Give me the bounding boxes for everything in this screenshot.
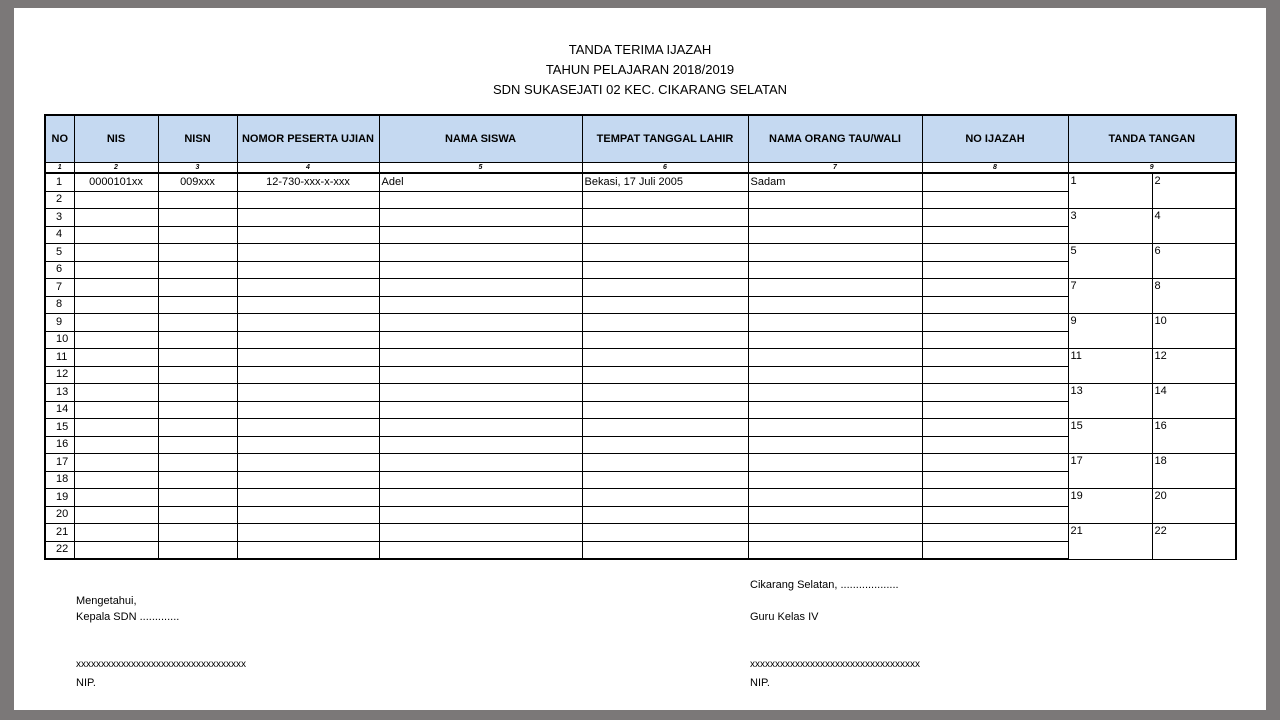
cell-no: 14 — [45, 401, 74, 419]
cell-nama-siswa — [379, 296, 582, 314]
cell-nis — [74, 454, 158, 472]
table-body — [45, 173, 1236, 559]
signature-cell-left: 1 — [1068, 173, 1152, 209]
cell-no-ijazah — [922, 173, 1068, 191]
cell-orang-tua — [748, 419, 922, 437]
cell-no-ijazah — [922, 314, 1068, 332]
cell-no-ijazah — [922, 209, 1068, 227]
index-cell: 2 — [74, 163, 158, 174]
cell-nama-siswa — [379, 454, 582, 472]
cell-no: 13 — [45, 384, 74, 402]
table-row — [45, 244, 1236, 262]
cell-nomor-peserta — [237, 401, 379, 419]
table-row — [45, 384, 1236, 402]
cell-ttl — [582, 331, 748, 349]
cell-nisn — [158, 296, 237, 314]
cell-no-ijazah — [922, 419, 1068, 437]
cell-orang-tua — [748, 401, 922, 419]
table-row — [45, 261, 1236, 279]
cell-nama-siswa — [379, 226, 582, 244]
footer-right-role: Guru Kelas IV — [750, 611, 819, 623]
cell-nama-siswa — [379, 524, 582, 542]
table-row — [45, 541, 1236, 559]
cell-no-ijazah — [922, 454, 1068, 472]
table-row — [45, 436, 1236, 454]
cell-nisn — [158, 471, 237, 489]
title-line-2: TAHUN PELAJARAN 2018/2019 — [545, 62, 735, 77]
cell-nis — [74, 191, 158, 209]
cell-orang-tua — [748, 489, 922, 507]
cell-ttl — [582, 524, 748, 542]
cell-nomor-peserta — [237, 489, 379, 507]
cell-orang-tua — [748, 349, 922, 367]
signature-cell-right: 12 — [1152, 349, 1236, 384]
table-row — [45, 349, 1236, 367]
cell-nomor-peserta — [237, 454, 379, 472]
cell-orang-tua — [748, 454, 922, 472]
cell-nama-siswa — [379, 314, 582, 332]
cell-ttl — [582, 541, 748, 559]
cell-orang-tua — [748, 524, 922, 542]
cell-nama-siswa — [379, 279, 582, 297]
cell-no-ijazah — [922, 226, 1068, 244]
cell-nama-siswa — [379, 366, 582, 384]
cell-ttl — [582, 471, 748, 489]
cell-nomor-peserta — [237, 419, 379, 437]
cell-ttl — [582, 191, 748, 209]
cell-no-ijazah — [922, 506, 1068, 524]
signature-cell-left: 17 — [1068, 454, 1152, 489]
cell-nama-siswa — [379, 436, 582, 454]
cell-nis: 0000101xx — [74, 173, 158, 191]
signature-cell-right: 2 — [1152, 173, 1236, 209]
signature-cell-left: 9 — [1068, 314, 1152, 349]
cell-no: 8 — [45, 296, 74, 314]
cell-nama-siswa: Adel — [379, 173, 582, 191]
cell-nama-siswa — [379, 191, 582, 209]
signature-cell-left: 13 — [1068, 384, 1152, 419]
table-row — [45, 191, 1236, 209]
cell-nis — [74, 419, 158, 437]
index-row — [45, 163, 1236, 174]
cell-nis — [74, 296, 158, 314]
cell-nisn: 009xxx — [158, 173, 237, 191]
cell-no-ijazah — [922, 366, 1068, 384]
cell-nisn — [158, 384, 237, 402]
table-row — [45, 279, 1236, 297]
cell-orang-tua — [748, 436, 922, 454]
table-row — [45, 209, 1236, 227]
cell-ttl — [582, 366, 748, 384]
cell-ttl — [582, 401, 748, 419]
footer-right-nip: NIP. — [750, 677, 770, 689]
cell-nama-siswa — [379, 384, 582, 402]
cell-orang-tua — [748, 261, 922, 279]
table-row — [45, 331, 1236, 349]
table-row — [45, 173, 1236, 191]
cell-nisn — [158, 541, 237, 559]
cell-no: 9 — [45, 314, 74, 332]
signature-cell-left: 15 — [1068, 419, 1152, 454]
cell-orang-tua — [748, 366, 922, 384]
cell-no: 22 — [45, 541, 74, 559]
cell-nomor-peserta — [237, 436, 379, 454]
title-line-3: SDN SUKASEJATI 02 KEC. CIKARANG SELATAN — [492, 82, 788, 97]
cell-nisn — [158, 191, 237, 209]
cell-no: 5 — [45, 244, 74, 262]
cell-nama-siswa — [379, 331, 582, 349]
document-page — [14, 8, 1266, 710]
cell-no: 17 — [45, 454, 74, 472]
cell-no: 3 — [45, 209, 74, 227]
table-row — [45, 471, 1236, 489]
col-header-ttl: TEMPAT TANGGAL LAHIR — [582, 115, 748, 163]
cell-nisn — [158, 244, 237, 262]
cell-nomor-peserta — [237, 191, 379, 209]
cell-nisn — [158, 454, 237, 472]
signature-cell-left: 7 — [1068, 279, 1152, 314]
index-cell: 9 — [1068, 163, 1236, 174]
cell-nomor-peserta — [237, 524, 379, 542]
cell-no-ijazah — [922, 296, 1068, 314]
cell-nomor-peserta — [237, 366, 379, 384]
cell-nisn — [158, 279, 237, 297]
cell-nisn — [158, 524, 237, 542]
table-row — [45, 401, 1236, 419]
cell-no-ijazah — [922, 524, 1068, 542]
cell-nama-siswa — [379, 506, 582, 524]
cell-ttl — [582, 279, 748, 297]
cell-nomor-peserta — [237, 209, 379, 227]
footer-left-nip: NIP. — [76, 677, 96, 689]
signature-cell-left: 3 — [1068, 209, 1152, 244]
cell-no: 21 — [45, 524, 74, 542]
cell-nis — [74, 541, 158, 559]
cell-no-ijazah — [922, 436, 1068, 454]
cell-nisn — [158, 401, 237, 419]
cell-no-ijazah — [922, 331, 1068, 349]
index-cell: 8 — [922, 163, 1068, 174]
cell-nomor-peserta — [237, 296, 379, 314]
cell-nisn — [158, 209, 237, 227]
cell-nomor-peserta — [237, 471, 379, 489]
cell-nomor-peserta — [237, 244, 379, 262]
cell-ttl — [582, 436, 748, 454]
signature-cell-left: 5 — [1068, 244, 1152, 279]
cell-no-ijazah — [922, 384, 1068, 402]
table-row — [45, 296, 1236, 314]
index-cell: 5 — [379, 163, 582, 174]
cell-no: 18 — [45, 471, 74, 489]
cell-nama-siswa — [379, 261, 582, 279]
title-line-1: TANDA TERIMA IJAZAH — [568, 42, 712, 57]
cell-no-ijazah — [922, 244, 1068, 262]
cell-no: 12 — [45, 366, 74, 384]
cell-no: 15 — [45, 419, 74, 437]
cell-nis — [74, 506, 158, 524]
cell-orang-tua — [748, 384, 922, 402]
index-cell: 3 — [158, 163, 237, 174]
col-header-no-ijazah: NO IJAZAH — [922, 115, 1068, 163]
cell-nis — [74, 331, 158, 349]
signature-cell-right: 8 — [1152, 279, 1236, 314]
cell-no-ijazah — [922, 349, 1068, 367]
table-row — [45, 314, 1236, 332]
col-header-nisn: NISN — [158, 115, 237, 163]
cell-ttl — [582, 419, 748, 437]
cell-no: 10 — [45, 331, 74, 349]
cell-no: 2 — [45, 191, 74, 209]
cell-nama-siswa — [379, 489, 582, 507]
signature-cell-right: 4 — [1152, 209, 1236, 244]
cell-ttl — [582, 349, 748, 367]
cell-no-ijazah — [922, 261, 1068, 279]
index-cell: 4 — [237, 163, 379, 174]
cell-ttl — [582, 384, 748, 402]
cell-nomor-peserta — [237, 384, 379, 402]
cell-nis — [74, 209, 158, 227]
cell-nomor-peserta — [237, 279, 379, 297]
cell-ttl — [582, 296, 748, 314]
footer-right-name: xxxxxxxxxxxxxxxxxxxxxxxxxxxxxxxxxx — [750, 659, 920, 670]
cell-nis — [74, 261, 158, 279]
cell-nomor-peserta — [237, 541, 379, 559]
cell-nama-siswa — [379, 471, 582, 489]
index-cell: 1 — [45, 163, 74, 174]
signature-cell-right: 22 — [1152, 524, 1236, 560]
cell-nisn — [158, 226, 237, 244]
cell-nama-siswa — [379, 244, 582, 262]
cell-nisn — [158, 436, 237, 454]
cell-nomor-peserta — [237, 349, 379, 367]
cell-nis — [74, 384, 158, 402]
cell-nama-siswa — [379, 419, 582, 437]
cell-ttl — [582, 261, 748, 279]
cell-no: 20 — [45, 506, 74, 524]
cell-no-ijazah — [922, 541, 1068, 559]
cell-orang-tua — [748, 244, 922, 262]
cell-nisn — [158, 489, 237, 507]
cell-nis — [74, 279, 158, 297]
signature-cell-left: 19 — [1068, 489, 1152, 524]
cell-nis — [74, 349, 158, 367]
cell-no: 19 — [45, 489, 74, 507]
cell-nisn — [158, 349, 237, 367]
signature-cell-right: 14 — [1152, 384, 1236, 419]
cell-nis — [74, 436, 158, 454]
cell-ttl — [582, 244, 748, 262]
table-row — [45, 524, 1236, 542]
cell-nisn — [158, 314, 237, 332]
cell-no-ijazah — [922, 489, 1068, 507]
col-header-no: NO — [45, 115, 74, 163]
cell-nis — [74, 401, 158, 419]
cell-nomor-peserta: 12-730-xxx-x-xxx — [237, 173, 379, 191]
cell-nis — [74, 244, 158, 262]
cell-no: 6 — [45, 261, 74, 279]
footer-left-mengetahui: Mengetahui, — [76, 595, 137, 607]
cell-nisn — [158, 506, 237, 524]
footer-left-kepala: Kepala SDN ............. — [76, 611, 180, 623]
cell-no-ijazah — [922, 279, 1068, 297]
col-header-nomor-peserta: NOMOR PESERTA UJIAN — [237, 115, 379, 163]
cell-nomor-peserta — [237, 261, 379, 279]
col-header-nama-siswa: NAMA SISWA — [379, 115, 582, 163]
col-header-tanda-tangan: TANDA TANGAN — [1068, 115, 1236, 163]
cell-orang-tua — [748, 471, 922, 489]
index-cell: 7 — [748, 163, 922, 174]
header-row — [45, 115, 1236, 163]
cell-nisn — [158, 419, 237, 437]
cell-no-ijazah — [922, 191, 1068, 209]
signature-cell-right: 18 — [1152, 454, 1236, 489]
cell-orang-tua — [748, 296, 922, 314]
cell-nis — [74, 471, 158, 489]
cell-nis — [74, 314, 158, 332]
signature-cell-right: 16 — [1152, 419, 1236, 454]
table-row — [45, 366, 1236, 384]
signature-cell-left: 21 — [1068, 524, 1152, 560]
receipt-table — [44, 114, 1237, 560]
index-cell: 6 — [582, 163, 748, 174]
cell-ttl: Bekasi, 17 Juli 2005 — [582, 173, 748, 191]
signature-cell-right: 10 — [1152, 314, 1236, 349]
signature-cell-right: 6 — [1152, 244, 1236, 279]
cell-ttl — [582, 506, 748, 524]
cell-ttl — [582, 209, 748, 227]
cell-nisn — [158, 331, 237, 349]
table-row — [45, 454, 1236, 472]
footer-left-name: xxxxxxxxxxxxxxxxxxxxxxxxxxxxxxxxxx — [76, 659, 246, 670]
cell-no: 11 — [45, 349, 74, 367]
cell-nama-siswa — [379, 401, 582, 419]
cell-orang-tua — [748, 279, 922, 297]
footer-right-place-date: Cikarang Selatan, ................... — [750, 579, 899, 591]
cell-nama-siswa — [379, 209, 582, 227]
cell-no-ijazah — [922, 401, 1068, 419]
table-row — [45, 226, 1236, 244]
cell-nis — [74, 524, 158, 542]
document-title — [14, 40, 1266, 100]
cell-ttl — [582, 226, 748, 244]
col-header-orang-tua: NAMA ORANG TAU/WALI — [748, 115, 922, 163]
cell-no: 4 — [45, 226, 74, 244]
cell-nisn — [158, 366, 237, 384]
cell-orang-tua — [748, 209, 922, 227]
cell-orang-tua — [748, 191, 922, 209]
cell-ttl — [582, 314, 748, 332]
cell-nomor-peserta — [237, 226, 379, 244]
cell-no: 16 — [45, 436, 74, 454]
cell-orang-tua — [748, 314, 922, 332]
cell-no-ijazah — [922, 471, 1068, 489]
cell-orang-tua — [748, 506, 922, 524]
cell-orang-tua — [748, 226, 922, 244]
col-header-nis: NIS — [74, 115, 158, 163]
cell-orang-tua — [748, 541, 922, 559]
table-row — [45, 506, 1236, 524]
cell-no: 7 — [45, 279, 74, 297]
cell-no: 1 — [45, 173, 74, 191]
cell-nama-siswa — [379, 349, 582, 367]
signature-cell-right: 20 — [1152, 489, 1236, 524]
cell-nomor-peserta — [237, 314, 379, 332]
cell-nis — [74, 226, 158, 244]
cell-nama-siswa — [379, 541, 582, 559]
table-row — [45, 489, 1236, 507]
cell-nomor-peserta — [237, 331, 379, 349]
cell-nis — [74, 489, 158, 507]
signature-cell-left: 11 — [1068, 349, 1152, 384]
cell-nomor-peserta — [237, 506, 379, 524]
cell-nis — [74, 366, 158, 384]
cell-nisn — [158, 261, 237, 279]
cell-orang-tua: Sadam — [748, 173, 922, 191]
table-row — [45, 419, 1236, 437]
cell-ttl — [582, 454, 748, 472]
cell-orang-tua — [748, 331, 922, 349]
cell-ttl — [582, 489, 748, 507]
